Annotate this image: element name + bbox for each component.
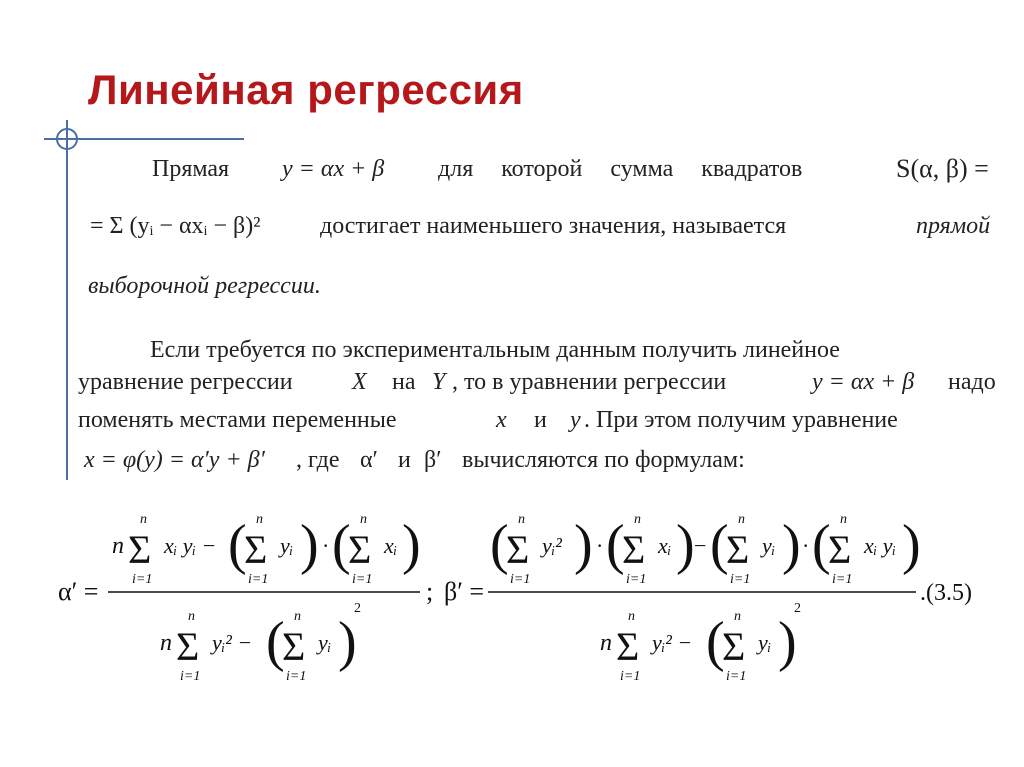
para2-beta-prime: β′ xyxy=(424,447,442,473)
sum-upper: n xyxy=(840,512,847,527)
exponent-2: 2 xyxy=(794,601,801,616)
para2-alpha-prime: α′ xyxy=(360,447,378,473)
para2-line4b: и xyxy=(398,447,411,473)
term-yi-sq: yᵢ² xyxy=(542,533,562,558)
para1-s-expr: S(α, β) = xyxy=(896,154,989,183)
paren-open: ( xyxy=(228,514,247,576)
sum-upper: n xyxy=(738,512,745,527)
para2-line3c: . При этом получим уравнение xyxy=(584,407,898,433)
sum-lower: i=1 xyxy=(626,572,647,587)
para1-line-formula: y = αx + β xyxy=(282,156,385,182)
paren-open: ( xyxy=(710,514,729,576)
sum-upper: n xyxy=(294,609,301,624)
sigma-icon: Σ xyxy=(244,527,268,572)
paren-open: ( xyxy=(266,611,285,673)
paren-close: ) xyxy=(574,514,593,576)
term-yi: yᵢ xyxy=(318,630,332,655)
para2-line2c: , то в уравнении регрессии xyxy=(452,369,727,395)
sum-upper: n xyxy=(628,609,635,624)
para2-var-y: y xyxy=(570,407,581,433)
term-yi: yᵢ xyxy=(762,533,776,558)
beta-lhs: β′ = xyxy=(444,577,485,606)
para2-line1: Если требуется по экспериментальным данным получить линейное xyxy=(150,337,840,363)
paren-close: ) xyxy=(338,611,357,673)
dot-operator: · xyxy=(802,533,810,558)
sigma-icon: Σ xyxy=(506,527,530,572)
sum-upper: n xyxy=(360,512,367,527)
para2-line3b: и xyxy=(534,407,547,433)
alpha-num-n: n xyxy=(112,533,124,559)
sum-lower: i=1 xyxy=(510,572,531,587)
paren-open: ( xyxy=(606,514,625,576)
alpha-den-n: n xyxy=(160,630,172,656)
term-yi: yᵢ xyxy=(280,533,294,558)
sum-lower: i=1 xyxy=(248,572,269,587)
beta-numerator xyxy=(490,512,921,587)
para2-var-x: x xyxy=(496,407,507,433)
paren-open: ( xyxy=(812,514,831,576)
term-xiyi: xᵢ yᵢ xyxy=(864,533,896,558)
term-xi: xᵢ xyxy=(384,533,398,558)
sum-lower: i=1 xyxy=(726,669,747,684)
sum-upper: n xyxy=(256,512,263,527)
para1-term-a: прямой xyxy=(916,213,991,239)
para2-line2b: на xyxy=(392,369,416,395)
paren-close: ) xyxy=(778,611,797,673)
term-xi: xᵢ xyxy=(658,533,672,558)
dot-operator: · xyxy=(596,533,604,558)
para1-lead: Прямая xyxy=(152,156,230,182)
term-yi-sq: yᵢ² − xyxy=(652,630,693,655)
beta-denominator xyxy=(600,601,801,684)
paren-close: ) xyxy=(782,514,801,576)
alpha-lhs: α′ = xyxy=(58,577,99,606)
paren-close: ) xyxy=(676,514,695,576)
sum-lower: i=1 xyxy=(620,669,641,684)
term-yi: yᵢ xyxy=(758,630,772,655)
sigma-icon: Σ xyxy=(616,624,640,669)
para1-mid: для которой сумма квадратов xyxy=(438,156,803,182)
sum-lower: i=1 xyxy=(180,669,201,684)
sigma-icon: Σ xyxy=(828,527,852,572)
sum-lower: i=1 xyxy=(832,572,853,587)
para2-line2-formula: y = αx + β xyxy=(812,369,915,395)
sigma-icon: Σ xyxy=(176,624,200,669)
sum-upper: n xyxy=(634,512,641,527)
paren-close: ) xyxy=(902,514,921,576)
term-xiyi: xᵢ yᵢ − xyxy=(164,533,217,558)
semicolon: ; xyxy=(426,577,434,606)
paren-open: ( xyxy=(490,514,509,576)
sum-lower: i=1 xyxy=(730,572,751,587)
paren-close: ) xyxy=(300,514,319,576)
sum-upper: n xyxy=(734,609,741,624)
para2-line2a: уравнение регрессии xyxy=(78,369,293,395)
sigma-icon: Σ xyxy=(622,527,646,572)
dot-operator: · xyxy=(322,533,330,558)
paren-open: ( xyxy=(332,514,351,576)
sigma-icon: Σ xyxy=(722,624,746,669)
para2-var-Y: Y xyxy=(432,369,446,395)
para2-line3a: поменять местами переменные xyxy=(78,407,397,433)
term-yi-sq: yᵢ² − xyxy=(212,630,253,655)
para2-line4c: вычисляются по формулам: xyxy=(462,447,745,473)
sum-lower: i=1 xyxy=(286,669,307,684)
alpha-denominator xyxy=(160,601,361,684)
paren-close: ) xyxy=(402,514,421,576)
sum-upper: n xyxy=(518,512,525,527)
sigma-icon: Σ xyxy=(128,527,152,572)
para2-var-X: X xyxy=(352,369,367,395)
sum-lower: i=1 xyxy=(352,572,373,587)
sigma-icon: Σ xyxy=(726,527,750,572)
sigma-icon: Σ xyxy=(282,624,306,669)
para1-sum-expr: = Σ (yᵢ − αxᵢ − β)² xyxy=(90,213,261,239)
exponent-2: 2 xyxy=(354,601,361,616)
para1-rest: достигает наименьшего значения, называется xyxy=(320,213,787,239)
para2-line4-formula: x = φ(y) = α′y + β′ xyxy=(84,447,265,473)
beta-den-n: n xyxy=(600,630,612,656)
sum-upper: n xyxy=(140,512,147,527)
sigma-icon: Σ xyxy=(348,527,372,572)
page-title: Линейная регрессия xyxy=(88,66,524,113)
para2-line2d: надо xyxy=(948,369,996,395)
sum-upper: n xyxy=(188,609,195,624)
para1-term-b: выборочной регрессии. xyxy=(88,273,321,299)
equation-number: .(3.5) xyxy=(920,580,972,606)
para2-line4a: , где xyxy=(296,447,340,473)
minus-operator: − xyxy=(694,533,707,558)
sum-lower: i=1 xyxy=(132,572,153,587)
alpha-numerator xyxy=(112,512,421,587)
paren-open: ( xyxy=(706,611,725,673)
